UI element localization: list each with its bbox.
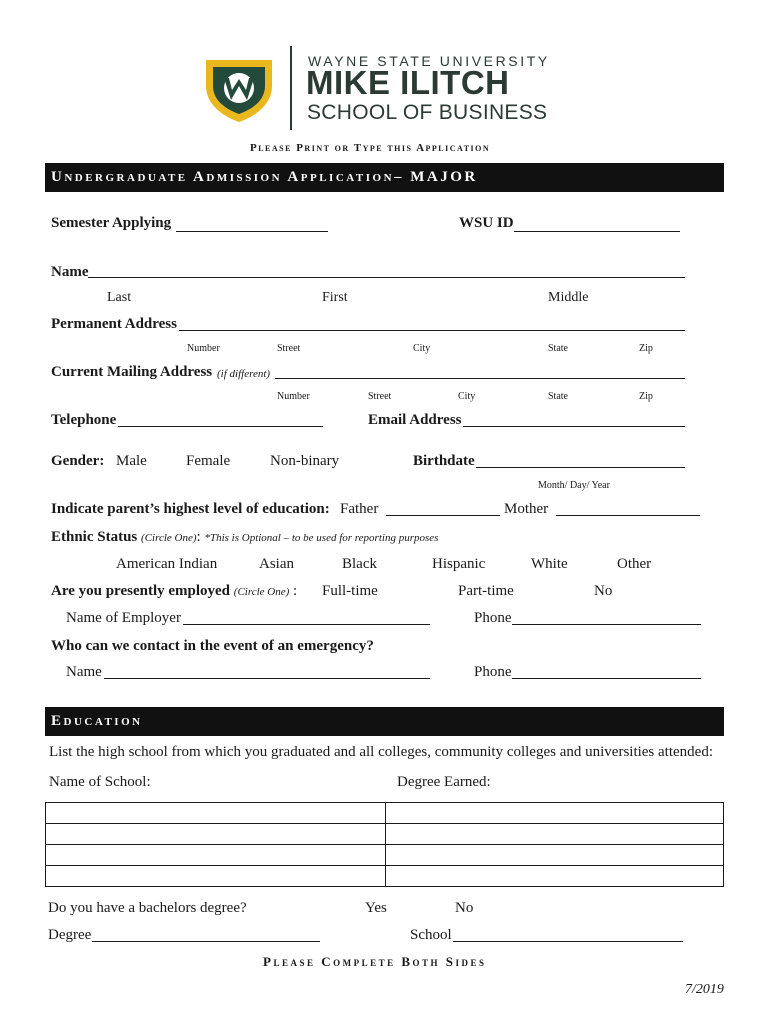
cur-city-caption: City (458, 391, 476, 402)
cur-number-caption: Number (277, 391, 310, 402)
employed-circle-note: (Circle One) (233, 586, 290, 598)
ethnic-circle-note: (Circle One) (141, 532, 197, 544)
education-instructions: List the high school from which you graduated and all colleges, community colleges and universities attended: (49, 744, 713, 760)
ethnic-hispanic-option[interactable]: Hispanic (432, 556, 486, 572)
degree-label: Degree (48, 927, 92, 943)
permanent-address-input[interactable] (179, 330, 685, 331)
emergency-phone-input[interactable] (512, 678, 701, 679)
school-label: School (410, 927, 452, 943)
school-cell[interactable] (46, 803, 386, 824)
semester-input[interactable] (176, 231, 328, 232)
current-mailing-note: (if different) (217, 368, 271, 380)
cur-state-caption: State (548, 391, 568, 402)
wsu-id-input[interactable] (514, 231, 680, 232)
current-mailing-label: Current Mailing Address (51, 364, 213, 380)
name-input[interactable] (88, 277, 685, 278)
cur-street-caption: Street (368, 391, 392, 402)
school-input[interactable] (453, 941, 683, 942)
parent-education-label: Indicate parent’s highest level of education: (51, 501, 330, 517)
education-table (45, 802, 724, 887)
school-cell[interactable] (46, 866, 386, 887)
table-row (46, 845, 724, 866)
employed-no-option[interactable]: No (594, 583, 613, 599)
perm-street-caption: Street (277, 343, 301, 354)
employer-phone-input[interactable] (512, 624, 701, 625)
telephone-input[interactable] (118, 426, 323, 427)
mother-input[interactable] (556, 515, 700, 516)
perm-zip-caption: Zip (639, 343, 653, 354)
email-input[interactable] (463, 426, 685, 427)
school-column-header: Name of School: (49, 774, 151, 790)
degree-cell[interactable] (386, 824, 724, 845)
cur-zip-caption: Zip (639, 391, 653, 402)
email-label: Email Address (368, 412, 462, 428)
current-mailing-input[interactable] (275, 378, 685, 379)
semester-label: Semester Applying (51, 215, 172, 231)
degree-cell[interactable] (386, 845, 724, 866)
name-label: Name (51, 264, 89, 280)
degree-cell[interactable] (386, 866, 724, 887)
employed-title: Are you presently employed (51, 583, 231, 599)
section-title-admission: Undergraduate Admission Application– MAJOR (51, 169, 478, 185)
emergency-name-label: Name (66, 664, 102, 680)
ethnic-black-option[interactable]: Black (342, 556, 377, 572)
school-cell[interactable] (46, 824, 386, 845)
ethnic-asian-option[interactable]: Asian (259, 556, 294, 572)
bachelors-no-option[interactable]: No (455, 900, 474, 916)
permanent-address-label: Permanent Address (51, 316, 177, 332)
ethnic-status-title: Ethnic Status (51, 529, 138, 545)
birthdate-input[interactable] (476, 467, 685, 468)
ethnic-status-label: Ethnic Status (Circle One): *This is Optional – to be used for reporting purposes (51, 529, 439, 545)
father-label: Father (340, 501, 379, 517)
form-date: 7/2019 (685, 982, 724, 997)
emergency-label: Who can we contact in the event of an emergency? (51, 638, 374, 654)
emergency-name-input[interactable] (104, 678, 430, 679)
bachelors-question: Do you have a bachelors degree? (48, 900, 247, 916)
name-last-caption: Last (107, 290, 132, 305)
perm-city-caption: City (413, 343, 431, 354)
logo-university: WAYNE STATE UNIVERSITY (308, 53, 550, 69)
employer-name-label: Name of Employer (66, 610, 181, 626)
wsu-id-label: WSU ID (459, 215, 514, 231)
name-first-caption: First (322, 290, 348, 305)
gender-label: Gender: (51, 453, 105, 469)
employed-fulltime-option[interactable]: Full-time (322, 583, 378, 599)
perm-state-caption: State (548, 343, 568, 354)
ethnic-american-indian-option[interactable]: American Indian (116, 556, 218, 572)
section-title-education: Education (51, 713, 143, 729)
wsu-shield-logo (202, 52, 276, 124)
section-bar-admission (45, 163, 724, 192)
gender-male-option[interactable]: Male (116, 453, 147, 469)
employed-parttime-option[interactable]: Part-time (458, 583, 514, 599)
perm-number-caption: Number (187, 343, 220, 354)
degree-input[interactable] (92, 941, 320, 942)
ethnic-optional-note: *This is Optional – to be used for reporting purposes (204, 532, 439, 544)
section-bar-education (45, 707, 724, 736)
father-input[interactable] (386, 515, 500, 516)
employer-name-input[interactable] (183, 624, 430, 625)
complete-both-sides: Please Complete Both Sides (263, 954, 487, 969)
name-middle-caption: Middle (548, 290, 589, 305)
degree-column-header: Degree Earned: (397, 774, 491, 790)
birthdate-label: Birthdate (413, 453, 475, 469)
print-instructions: Please Print or Type this Application (250, 142, 491, 154)
employed-label: Are you presently employed (Circle One) : (51, 583, 298, 599)
logo-name: MIKE ILITCH (306, 64, 510, 101)
school-cell[interactable] (46, 845, 386, 866)
logo-divider (290, 46, 292, 130)
birthdate-format-caption: Month/ Day/ Year (538, 480, 610, 491)
employer-phone-label: Phone (474, 610, 512, 626)
emergency-phone-label: Phone (474, 664, 512, 680)
table-row (46, 803, 724, 824)
mother-label: Mother (504, 501, 549, 517)
bachelors-yes-option[interactable]: Yes (365, 900, 387, 916)
ethnic-other-option[interactable]: Other (617, 556, 652, 572)
table-row (46, 866, 724, 887)
logo-school: SCHOOL OF BUSINESS (307, 101, 548, 124)
ethnic-white-option[interactable]: White (531, 556, 568, 572)
table-row (46, 824, 724, 845)
gender-nonbinary-option[interactable]: Non-binary (270, 453, 340, 469)
gender-female-option[interactable]: Female (186, 453, 231, 469)
degree-cell[interactable] (386, 803, 724, 824)
telephone-label: Telephone (51, 412, 117, 428)
